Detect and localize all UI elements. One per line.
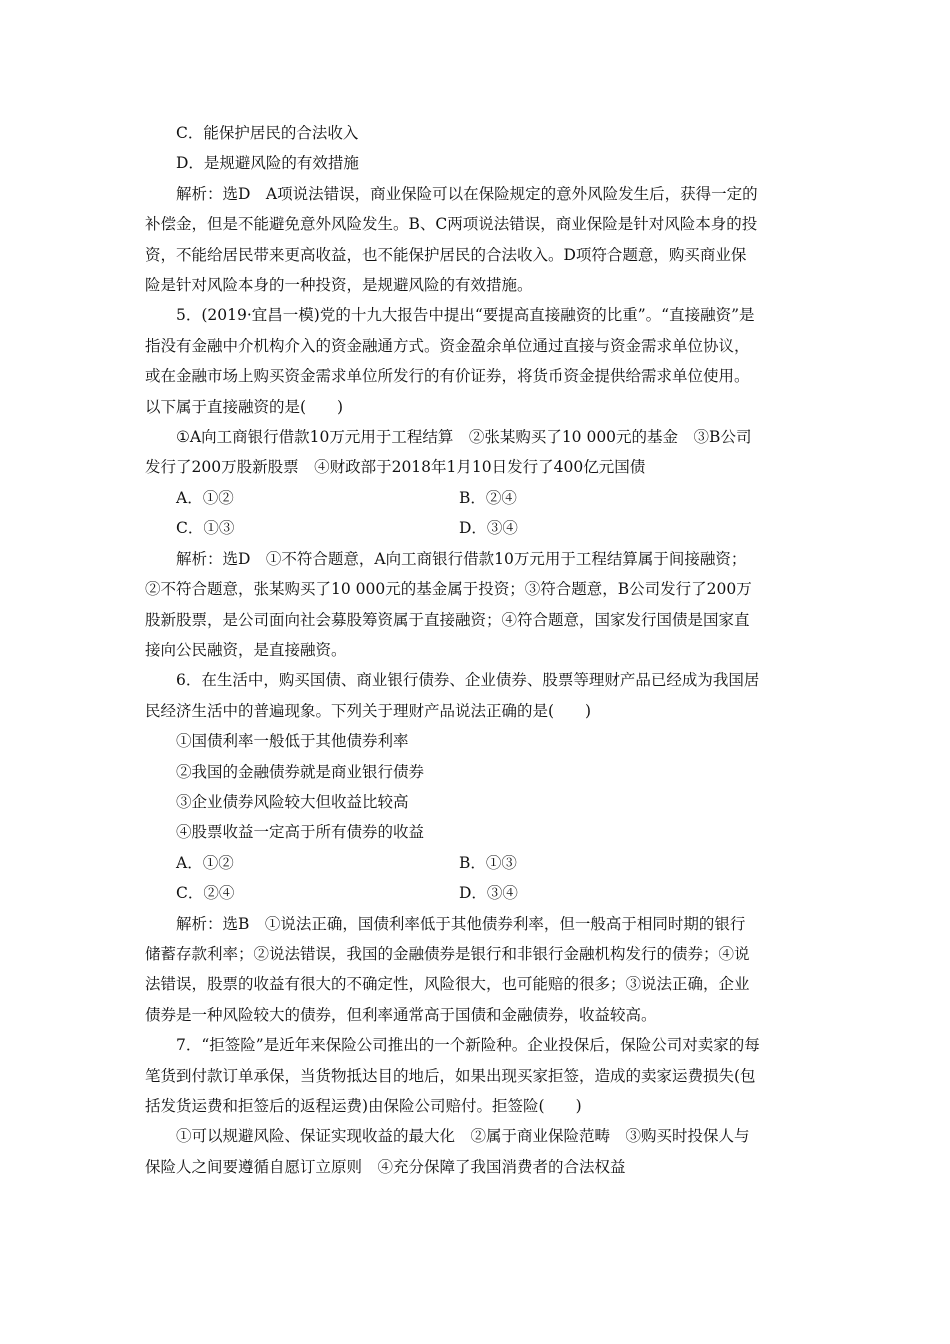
text-line: 括发货运费和拒签后的返程运费)由保险公司赔付。拒签险( )	[145, 1097, 582, 1115]
answer-option: D．③④	[459, 884, 518, 903]
text-line: 资，不能给居民带来更高收益，也不能保护居民的合法收入。D项符合题意，购买商业保	[145, 245, 747, 264]
text-line: 6．在生活中，购买国债、商业银行债券、企业债券、股票等理财产品已经成为我国居	[176, 671, 760, 690]
text-line: 补偿金，但是不能避免意外风险发生。B、C两项说法错误，商业保险是针对风险本身的投	[145, 215, 758, 234]
answer-options-row	[145, 483, 810, 513]
answer-option: C．①③	[176, 519, 235, 538]
text-line: 债券是一种风险较大的债券，但利率通常高于国债和金融债券，收益较高。	[145, 1005, 657, 1024]
answer-options-row	[145, 878, 810, 908]
answer-option: D．③④	[459, 519, 518, 538]
text-line: 解析：选D A项说法错误，商业保险可以在保险规定的意外风险发生后，获得一定的	[176, 184, 758, 203]
text-line: 股新股票，是公司面向社会募股筹资属于直接融资；④符合题意，国家发行国债是国家直	[145, 610, 750, 629]
answer-option: A．①②	[176, 488, 234, 507]
text-line: C．能保护居民的合法收入	[176, 124, 359, 142]
text-line: ③企业债券风险较大但收益比较高	[176, 792, 409, 811]
answer-option: C．②④	[176, 884, 235, 903]
text-line: 保险人之间要遵循自愿订立原则 ④充分保障了我国消费者的合法权益	[145, 1157, 626, 1176]
text-line: ②不符合题意，张某购买了10 000元的基金属于投资；③符合题意，B公司发行了200万	[145, 580, 752, 599]
text-line: 解析：选D ①不符合题意，A向工商银行借款10万元用于工程结算属于间接融资；	[176, 549, 747, 568]
text-line: 或在金融市场上购买资金需求单位所发行的有价证券，将货币资金提供给需求单位使用。	[145, 367, 750, 386]
text-line: ②我国的金融债券就是商业银行债券	[176, 762, 425, 781]
answer-option: B．②④	[459, 488, 517, 507]
text-line: 接向公民融资，是直接融资。	[145, 640, 347, 659]
text-line: 发行了200万股新股票 ④财政部于2018年1月10日发行了400亿元国债	[145, 458, 646, 477]
answer-options-row	[145, 848, 810, 878]
text-line: 指没有金融中介机构介入的资金融通方式。资金盈余单位通过直接与资金需求单位协议，	[145, 336, 750, 355]
text-line: ④股票收益一定高于所有债券的收益	[176, 823, 425, 842]
text-line: 解析：选B ①说法正确，国债利率低于其他债券利率，但一般高于相同时期的银行	[176, 914, 746, 933]
text-line: 法错误，股票的收益有很大的不确定性，风险很大，也可能赔的很多；③说法正确，企业	[145, 975, 750, 994]
text-line: ①A向工商银行借款10万元用于工程结算 ②张某购买了10 000元的基金 ③B公司	[176, 428, 752, 447]
answer-option: B．①③	[459, 853, 517, 872]
text-line: 笔货到付款订单承保，当货物抵达目的地后，如果出现买家拒签，造成的卖家运费损失(包	[145, 1066, 756, 1085]
text-line: 以下属于直接融资的是( )	[145, 397, 344, 416]
answer-options-row	[145, 513, 810, 543]
text-line: ①可以规避风险、保证实现收益的最大化 ②属于商业保险范畴 ③购买时投保人与	[176, 1127, 750, 1146]
text-line: 储蓄存款利率；②说法错误，我国的金融债券是银行和非银行金融机构发行的债券；④说	[145, 944, 750, 963]
text-line: 5．(2019·宜昌一模)党的十九大报告中提出“要提高直接融资的比重”。“直接融资”是	[176, 306, 755, 325]
text-line: 民经济生活中的普遍现象。下列关于理财产品说法正确的是( )	[145, 701, 592, 720]
text-line: ①国债利率一般低于其他债券利率	[176, 732, 409, 751]
text-line: 险是针对风险本身的一种投资，是规避风险的有效措施。	[145, 276, 533, 295]
answer-option: A．①②	[176, 853, 234, 872]
text-line: 7．“拒签险”是近年来保险公司推出的一个新险种。企业投保后，保险公司对卖家的每	[176, 1036, 760, 1055]
text-line: D．是规避风险的有效措施	[176, 154, 359, 173]
document-body	[145, 118, 810, 1182]
